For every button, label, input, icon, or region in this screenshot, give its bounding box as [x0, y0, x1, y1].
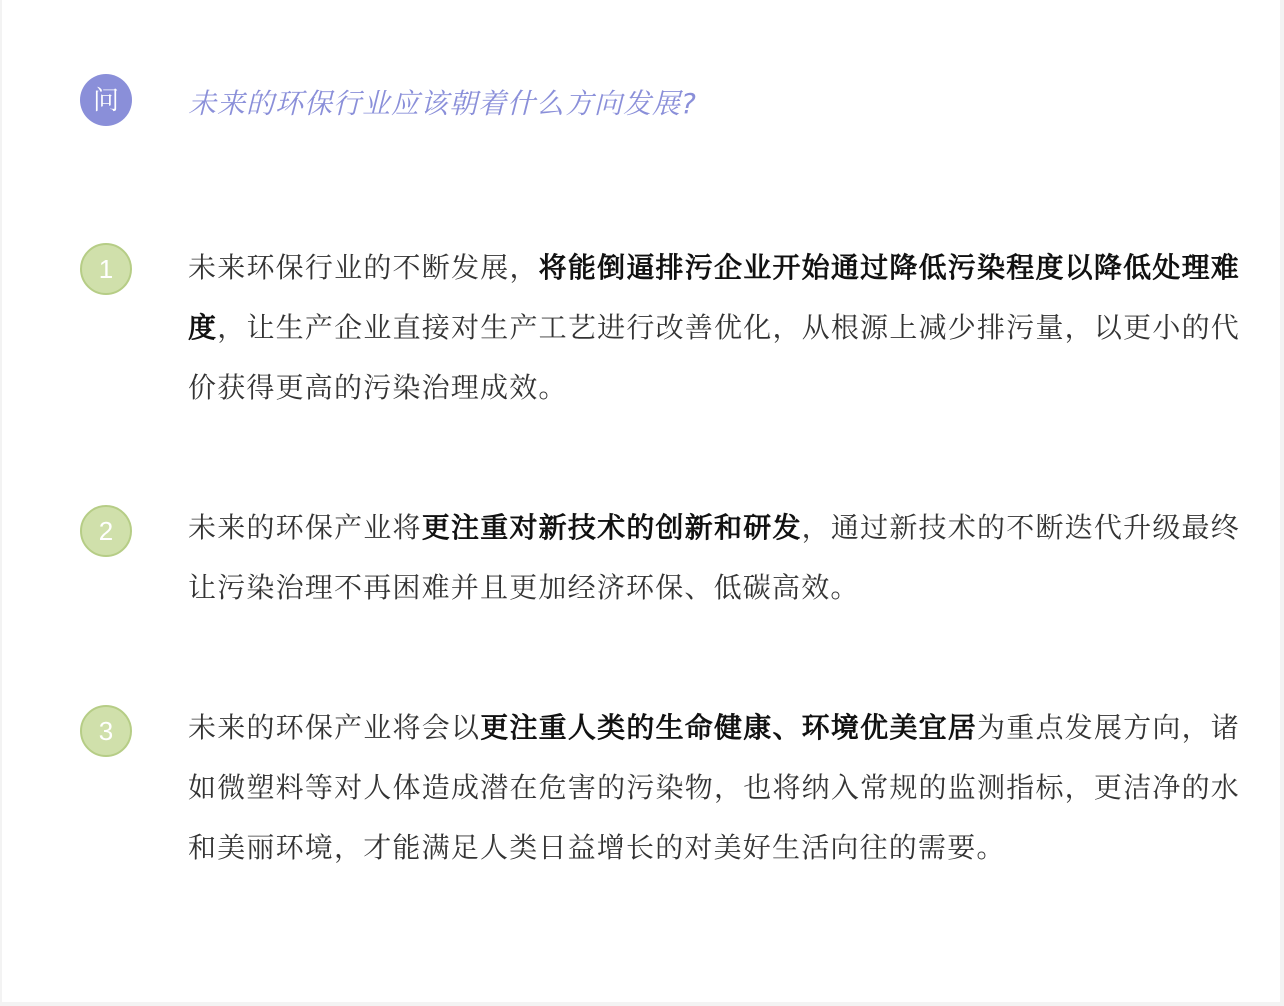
question-text: 未来的环保行业应该朝着什么方向发展? [188, 87, 697, 120]
question-badge: 问 [80, 74, 132, 126]
answer-highlight: 更注重人类的生命健康、环境优美宜居 [480, 711, 978, 744]
answer-paragraph [188, 698, 1240, 878]
answer-highlight: 更注重对新技术的创新和研发 [421, 511, 802, 544]
answer-paragraph [188, 498, 1240, 618]
answer-number-badge: 1 [80, 243, 132, 295]
answer-text: 未来环保行业的不断发展， [188, 251, 539, 284]
answer-text: ，让生产企业直接对生产工艺进行改善优化，从根源上减少排污量，以更小的代价获得更高的污染治理成效。 [188, 311, 1240, 404]
qa-card [2, 0, 1280, 1002]
answer-highlight: 将能倒逼排污企业开始通过降低污染程度以降低处理难度 [188, 251, 1240, 344]
answer-text: 未来的环保产业将 [188, 511, 422, 544]
answer-number-badge: 3 [80, 705, 132, 757]
answer-text: 为重点发展方向，诸如微塑料等对人体造成潜在危害的污染物，也将纳入常规的监测指标，更洁净的水和美丽环境，才能满足人类日益增长的对美好生活向往的需要。 [188, 711, 1240, 864]
answer-text: 未来的环保产业将会以 [188, 711, 481, 744]
answer-text: ，通过新技术的不断迭代升级最终让污染治理不再困难并且更加经济环保、低碳高效。 [188, 511, 1240, 604]
answer-paragraph [188, 238, 1240, 418]
answer-number-badge: 2 [80, 505, 132, 557]
